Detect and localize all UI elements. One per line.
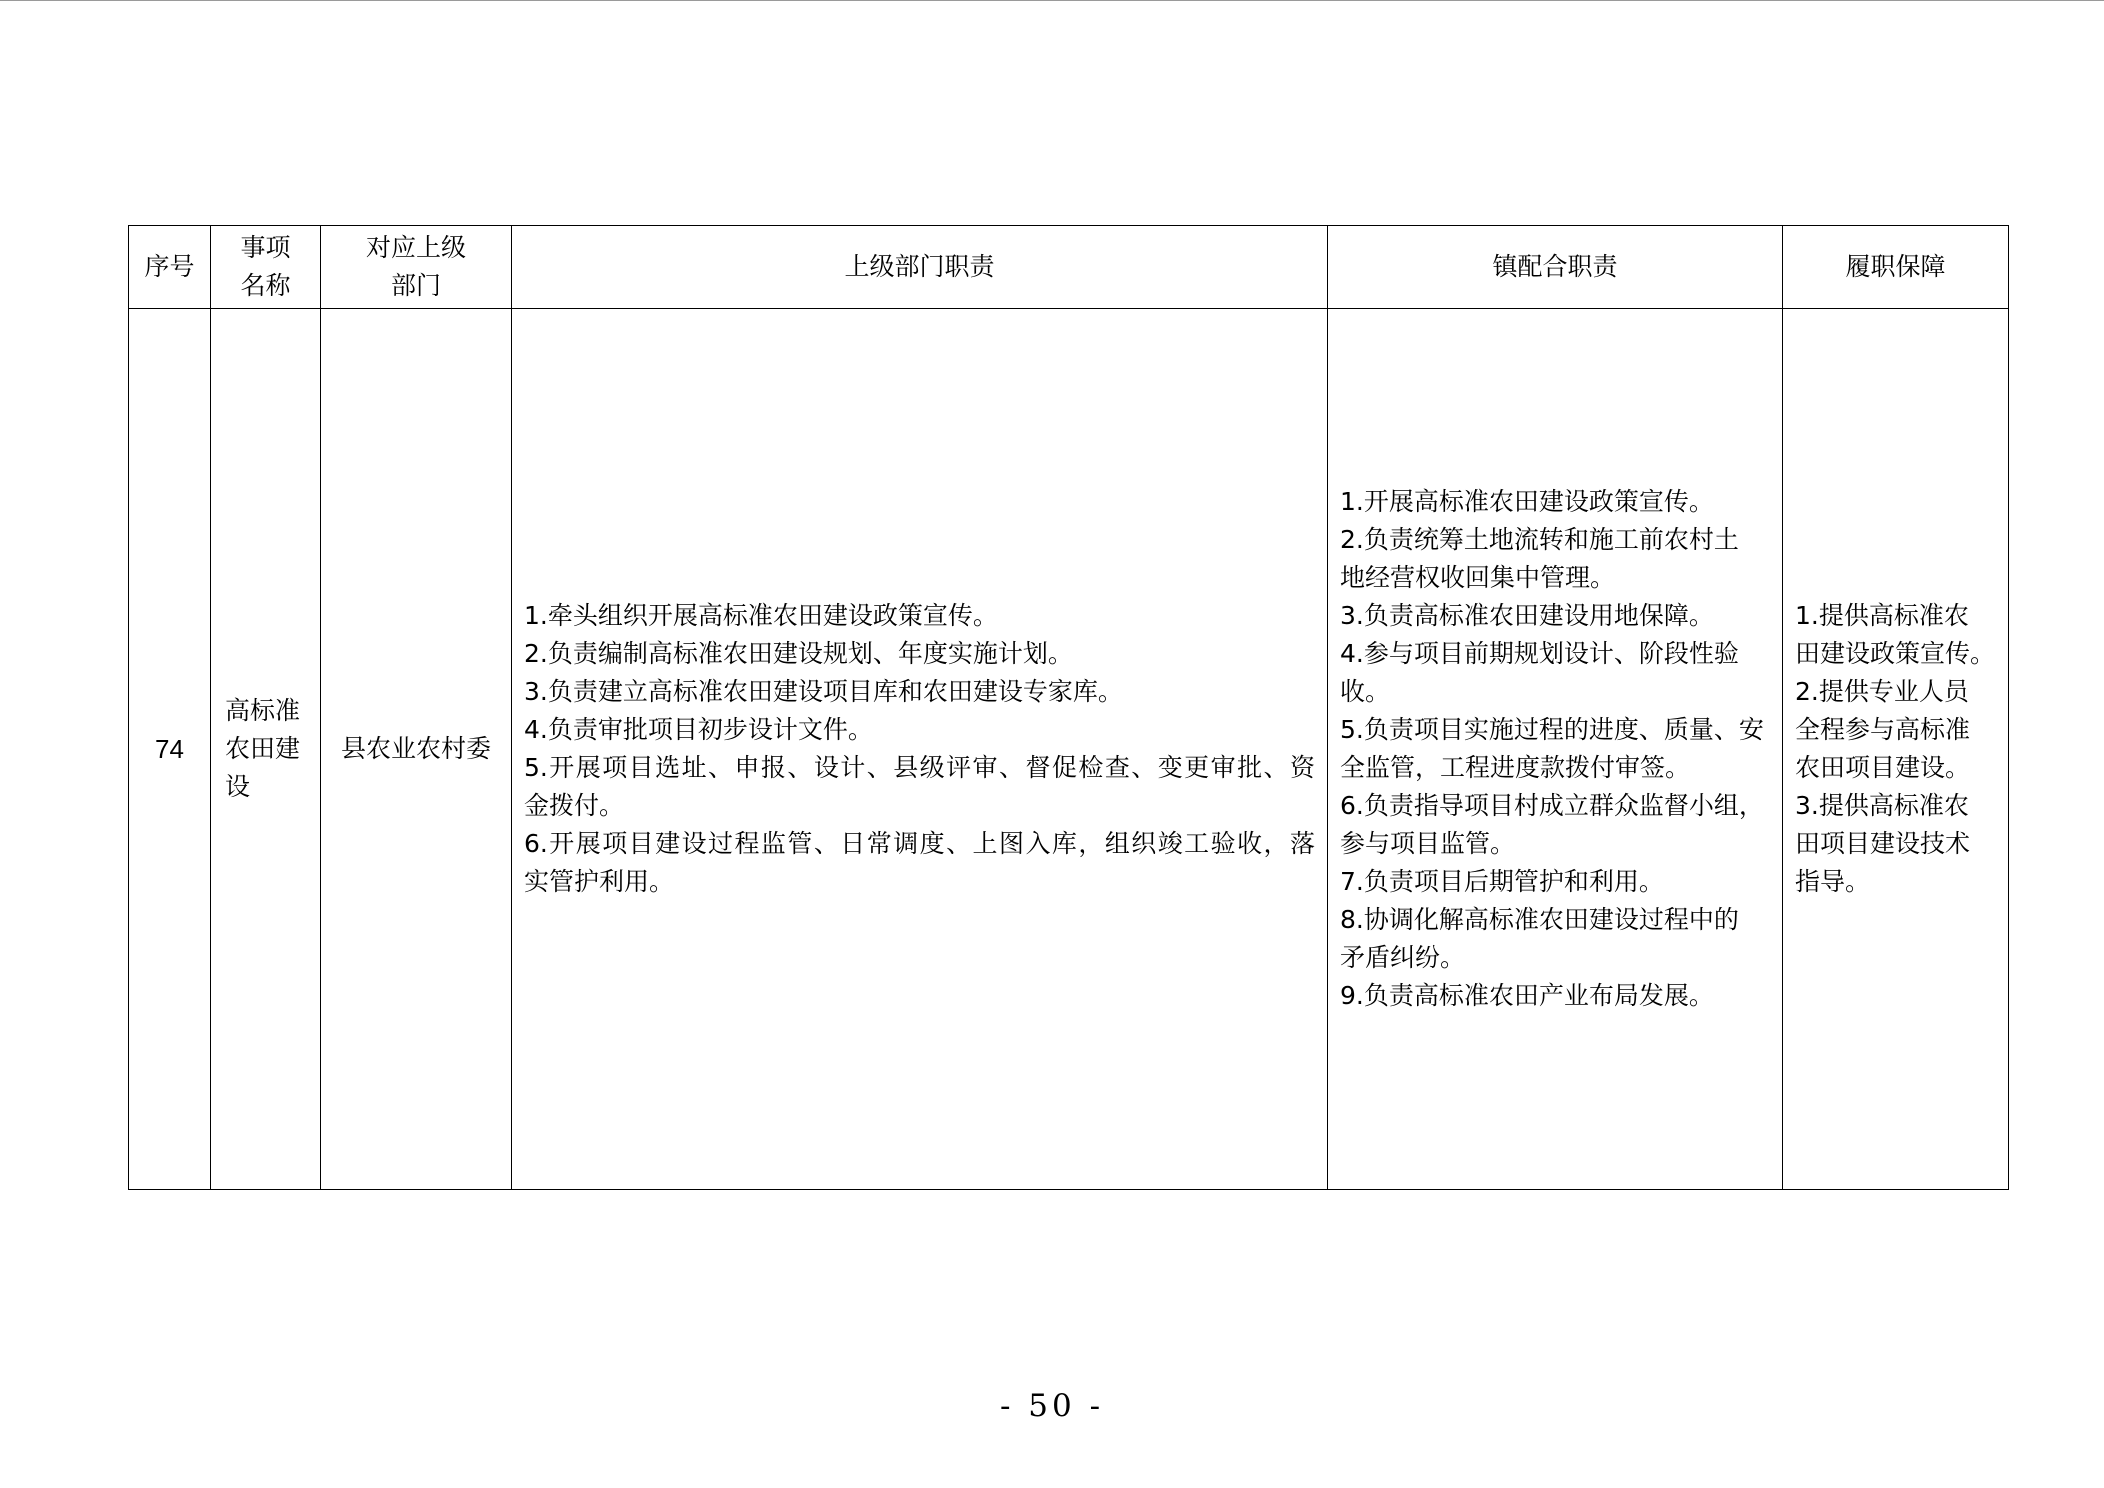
row-department-cell xyxy=(321,309,512,1190)
header-upper-department: 对应上级 部门 xyxy=(321,226,512,309)
town-duty-line: 收。 xyxy=(1340,677,1391,706)
row-seq-cell xyxy=(129,309,211,1190)
item-name-line: 农田建 xyxy=(225,734,301,763)
upper-duty-line: 1.牵头组织开展高标准农田建设政策宣传。 xyxy=(524,601,998,630)
row-item-name-cell xyxy=(211,309,321,1190)
guarantee-line: 指导。 xyxy=(1795,867,1871,896)
guarantee-line: 3.提供高标准农 xyxy=(1795,791,1969,820)
guarantee-line: 1.提供高标准农 xyxy=(1795,601,1969,630)
guarantee-line: 全程参与高标准 xyxy=(1795,715,1971,744)
town-duty-line: 5.负责项目实施过程的进度、质量、安 xyxy=(1340,715,1764,744)
item-name-line: 高标准 xyxy=(225,696,301,725)
town-duty-line: 4.参与项目前期规划设计、阶段性验 xyxy=(1340,639,1739,668)
row-town-duties-cell xyxy=(1328,309,1783,1190)
header-upper-duties: 上级部门职责 xyxy=(512,226,1328,309)
town-duty-line: 2.负责统筹土地流转和施工前农村土 xyxy=(1340,525,1739,554)
guarantee-line: 田建设政策宣传。 xyxy=(1795,639,1996,668)
row-department: 县农业农村委 xyxy=(340,734,491,763)
upper-duty-line: 金拨付。 xyxy=(524,791,625,820)
upper-duty-line: 3.负责建立高标准农田建设项目库和农田建设专家库。 xyxy=(524,677,1123,706)
guarantee-line: 农田项目建设。 xyxy=(1795,753,1971,782)
town-duty-line: 地经营权收回集中管理。 xyxy=(1340,563,1616,592)
item-name-line: 设 xyxy=(225,772,251,801)
town-duty-line: 3.负责高标准农田建设用地保障。 xyxy=(1340,601,1714,630)
town-duty-line: 8.协调化解高标准农田建设过程中的 xyxy=(1340,905,1739,934)
town-duty-line: 1.开展高标准农田建设政策宣传。 xyxy=(1340,487,1714,516)
town-duty-line: 矛盾纠纷。 xyxy=(1340,943,1466,972)
header-item-name: 事项 名称 xyxy=(211,226,321,309)
guarantee-line: 2.提供专业人员 xyxy=(1795,677,1969,706)
town-duty-line: 参与项目监管。 xyxy=(1340,829,1516,858)
upper-duty-line: 2.负责编制高标准农田建设规划、年度实施计划。 xyxy=(524,639,1073,668)
header-town-duties: 镇配合职责 xyxy=(1328,226,1783,309)
town-duty-line: 6.负责指导项目村成立群众监督小组， xyxy=(1340,791,1764,820)
row-seq: 74 xyxy=(155,733,184,764)
page-top-border xyxy=(0,0,2104,1)
table-header-row xyxy=(129,226,2009,309)
town-duty-line: 全监管，工程进度款拨付审签。 xyxy=(1340,753,1691,782)
header-guarantee: 履职保障 xyxy=(1783,226,2009,309)
row-upper-duties-cell xyxy=(512,309,1328,1190)
page-number: - 50 - xyxy=(999,1388,1105,1424)
town-duty-line: 7.负责项目后期管护和利用。 xyxy=(1340,867,1664,896)
upper-duty-line: 6.开展项目建设过程监管、日常调度、上图入库，组织竣工验收，落 xyxy=(524,829,1315,858)
duties-table xyxy=(128,225,2009,1190)
town-duty-line: 9.负责高标准农田产业布局发展。 xyxy=(1340,981,1714,1010)
guarantee-line: 田项目建设技术 xyxy=(1795,829,1971,858)
header-seq: 序号 xyxy=(129,226,211,309)
upper-duty-line: 4.负责审批项目初步设计文件。 xyxy=(524,715,873,744)
row-guarantee-cell xyxy=(1783,309,2009,1190)
upper-duty-line: 实管护利用。 xyxy=(524,867,675,896)
table-row xyxy=(129,309,2009,1190)
upper-duty-line: 5.开展项目选址、申报、设计、县级评审、督促检查、变更审批、资 xyxy=(524,753,1315,782)
